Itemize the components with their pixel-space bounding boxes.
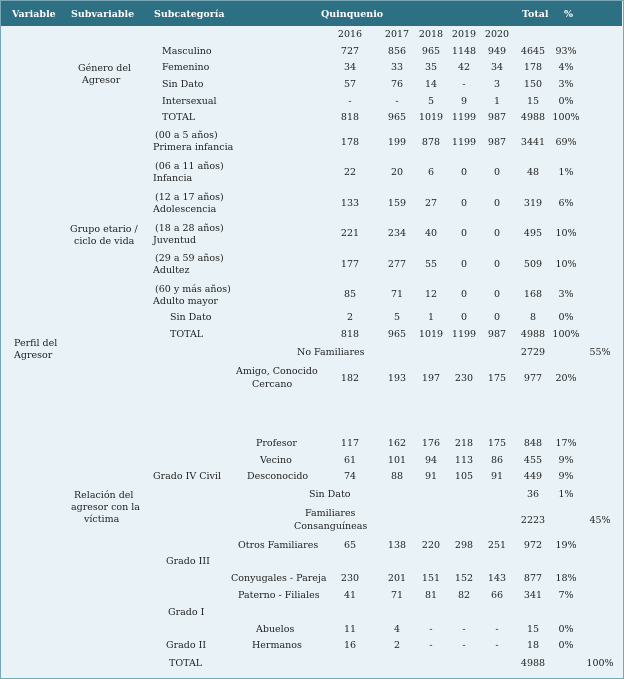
year-value-cell: - bbox=[395, 96, 399, 107]
subcategory-label: (18 a 28 años) bbox=[155, 223, 224, 234]
year-value-cell: 1199 bbox=[451, 329, 477, 340]
year-value-cell: 175 bbox=[487, 373, 507, 384]
subcategory-label: Sin Dato bbox=[162, 79, 204, 90]
total-cell: 848 bbox=[523, 438, 543, 449]
year-value-cell: 818 bbox=[340, 329, 360, 340]
year-value-cell: 987 bbox=[487, 329, 507, 340]
year-value-cell: 34 bbox=[343, 62, 357, 73]
year-value-cell: - bbox=[495, 640, 499, 651]
year-value-cell: 55 bbox=[424, 259, 438, 270]
year-value-cell: 82 bbox=[457, 590, 471, 601]
year-value-cell: 987 bbox=[487, 137, 507, 148]
table-header bbox=[1, 1, 622, 26]
percent-cell: 18% bbox=[555, 573, 577, 584]
year-value-cell: 88 bbox=[390, 471, 404, 482]
year-value-cell: 230 bbox=[454, 373, 474, 384]
percent-cell: 10% bbox=[555, 228, 577, 239]
year-value-cell: 251 bbox=[487, 540, 507, 551]
grado-label: Grado III bbox=[166, 556, 210, 567]
year-value-cell: 0 bbox=[493, 228, 501, 239]
year-value-cell: 3 bbox=[493, 79, 501, 90]
year-value-cell: 0 bbox=[460, 312, 468, 323]
year-value-cell: 220 bbox=[421, 540, 441, 551]
year-value-cell: 176 bbox=[421, 438, 441, 449]
percent-cell: 45% bbox=[589, 515, 611, 526]
total-cell: 2729 bbox=[520, 347, 546, 358]
subcategory-label: TOTAL bbox=[170, 329, 204, 340]
subvariable-label: Género del bbox=[78, 63, 131, 74]
subcategory-label: (00 a 5 años) bbox=[155, 130, 218, 141]
year-value-cell: 218 bbox=[454, 438, 474, 449]
year-value-cell: 1019 bbox=[418, 112, 444, 123]
year-value-cell: 5 bbox=[393, 312, 401, 323]
subcategory-label: Cercano bbox=[252, 379, 293, 390]
total-cell: 455 bbox=[523, 455, 543, 466]
year-value-cell: 987 bbox=[487, 112, 507, 123]
subcategory-label: Hermanos bbox=[252, 640, 302, 651]
percent-cell: 3% bbox=[558, 289, 574, 300]
subcategory-label: Femenino bbox=[162, 62, 210, 73]
total-cell: 36 bbox=[526, 489, 540, 500]
year-value-cell: 12 bbox=[424, 289, 438, 300]
header-variable: Variable bbox=[12, 9, 56, 20]
year-value-cell: 193 bbox=[387, 373, 407, 384]
total-cell: 15 bbox=[526, 624, 540, 635]
percent-cell: 55% bbox=[589, 347, 611, 358]
subcategory-label: TOTAL bbox=[162, 112, 196, 123]
subcategory-label: Intersexual bbox=[162, 96, 217, 107]
year-value-cell: - bbox=[348, 96, 352, 107]
year-value-cell: 66 bbox=[490, 590, 504, 601]
year-value-cell: - bbox=[429, 640, 433, 651]
grado-label: Grado IV Civil bbox=[153, 471, 221, 482]
total-cell: 4988 bbox=[520, 658, 546, 669]
percent-cell: 9% bbox=[558, 471, 574, 482]
total-cell: 168 bbox=[523, 289, 543, 300]
year-value-cell: 71 bbox=[390, 289, 404, 300]
year-value-cell: 16 bbox=[343, 640, 357, 651]
year-value-cell: 57 bbox=[343, 79, 357, 90]
year-value-cell: - bbox=[429, 624, 433, 635]
year-value-cell: 182 bbox=[340, 373, 360, 384]
subcategory-label: Conyugales - Pareja bbox=[231, 573, 327, 584]
percent-cell: 4% bbox=[558, 62, 574, 73]
year-value-cell: 818 bbox=[340, 112, 360, 123]
year-value-cell: - bbox=[462, 640, 466, 651]
total-cell: 4988 bbox=[520, 112, 546, 123]
year-value-cell: 949 bbox=[487, 46, 507, 57]
year-value-cell: 1199 bbox=[451, 137, 477, 148]
total-cell: 495 bbox=[523, 228, 543, 239]
year-value-cell: 133 bbox=[340, 198, 360, 209]
year-value-cell: 22 bbox=[343, 167, 357, 178]
year-value-cell: 14 bbox=[424, 79, 438, 90]
header-quinquenio: Quinquenio bbox=[321, 9, 384, 20]
percent-cell: 93% bbox=[555, 46, 577, 57]
year-value-cell: 277 bbox=[387, 259, 407, 270]
year-header: 2017 bbox=[384, 29, 410, 40]
percent-cell: 10% bbox=[555, 259, 577, 270]
subcategory-label: (60 y más años) bbox=[155, 284, 231, 295]
year-value-cell: 85 bbox=[343, 289, 357, 300]
year-value-cell: 20 bbox=[390, 167, 404, 178]
category-label: Sin Dato bbox=[309, 489, 351, 500]
header-subcategoria: Subcategoría bbox=[154, 9, 225, 20]
year-value-cell: 76 bbox=[390, 79, 404, 90]
year-value-cell: 74 bbox=[343, 471, 357, 482]
subcategory-label: TOTAL bbox=[169, 658, 203, 669]
total-cell: 341 bbox=[523, 590, 543, 601]
year-value-cell: 177 bbox=[340, 259, 360, 270]
year-value-cell: 113 bbox=[454, 455, 474, 466]
year-value-cell: 81 bbox=[424, 590, 438, 601]
year-value-cell: 0 bbox=[493, 289, 501, 300]
year-value-cell: 221 bbox=[340, 228, 360, 239]
year-value-cell: 42 bbox=[457, 62, 471, 73]
variable-label: Agresor bbox=[14, 350, 53, 361]
year-value-cell: 27 bbox=[424, 198, 438, 209]
subcategory-label: Primera infancia bbox=[153, 142, 234, 153]
total-cell: 18 bbox=[526, 640, 540, 651]
subcategory-label: Juventud bbox=[153, 235, 197, 246]
year-value-cell: 4 bbox=[393, 624, 401, 635]
total-cell: 150 bbox=[523, 79, 543, 90]
subvariable-label: ciclo de vida bbox=[74, 236, 135, 247]
year-value-cell: 0 bbox=[460, 259, 468, 270]
year-value-cell: 152 bbox=[454, 573, 474, 584]
percent-cell: 0% bbox=[558, 96, 574, 107]
year-value-cell: 91 bbox=[490, 471, 504, 482]
subcategory-label: Vecino bbox=[260, 455, 292, 466]
year-value-cell: 2 bbox=[346, 312, 354, 323]
year-value-cell: 94 bbox=[424, 455, 438, 466]
subcategory-label: Adulto mayor bbox=[153, 296, 218, 307]
year-value-cell: 9 bbox=[460, 96, 468, 107]
year-value-cell: 105 bbox=[454, 471, 474, 482]
year-header: 2018 bbox=[418, 29, 444, 40]
subcategory-label: Abuelos bbox=[256, 624, 295, 635]
year-value-cell: 0 bbox=[460, 198, 468, 209]
total-cell: 4988 bbox=[520, 329, 546, 340]
subcategory-label: Masculino bbox=[162, 46, 212, 57]
subcategory-label: Adultez bbox=[153, 265, 190, 276]
subcategory-label: (06 a 11 años) bbox=[155, 161, 224, 172]
subcategory-label: Infancia bbox=[153, 173, 193, 184]
subcategory-label: Sin Dato bbox=[170, 312, 212, 323]
year-value-cell: 1019 bbox=[418, 329, 444, 340]
year-value-cell: 33 bbox=[390, 62, 404, 73]
year-value-cell: 101 bbox=[387, 455, 407, 466]
percent-cell: 1% bbox=[558, 489, 574, 500]
percent-cell: 69% bbox=[555, 137, 577, 148]
subvariable-label: víctima bbox=[84, 514, 120, 525]
year-value-cell: 143 bbox=[487, 573, 507, 584]
percent-cell: 100% bbox=[552, 112, 580, 123]
year-value-cell: 965 bbox=[387, 329, 407, 340]
category-label: No Familiares bbox=[297, 347, 365, 358]
year-value-cell: 138 bbox=[387, 540, 407, 551]
year-value-cell: 234 bbox=[387, 228, 407, 239]
total-cell: 449 bbox=[523, 471, 543, 482]
subcategory-label: Adolescencia bbox=[153, 204, 217, 215]
percent-cell: 19% bbox=[555, 540, 577, 551]
subvariable-label: Relación del bbox=[74, 490, 134, 501]
total-cell: 977 bbox=[523, 373, 543, 384]
year-value-cell: 159 bbox=[387, 198, 407, 209]
year-value-cell: 0 bbox=[493, 259, 501, 270]
subvariable-label: agresor con la bbox=[71, 502, 140, 513]
total-cell: 509 bbox=[523, 259, 543, 270]
percent-cell: 3% bbox=[558, 79, 574, 90]
percent-cell: 20% bbox=[555, 373, 577, 384]
variable-label: Perfil del bbox=[14, 338, 58, 349]
year-value-cell: 1148 bbox=[451, 46, 477, 57]
header-total: Total bbox=[522, 9, 549, 20]
header-subvariable: Subvariable bbox=[71, 9, 135, 20]
year-value-cell: 71 bbox=[390, 590, 404, 601]
year-value-cell: 5 bbox=[427, 96, 435, 107]
year-value-cell: 298 bbox=[454, 540, 474, 551]
total-cell: 178 bbox=[523, 62, 543, 73]
year-value-cell: - bbox=[462, 624, 466, 635]
subcategory-label: Amigo, Conocido bbox=[236, 366, 318, 377]
year-value-cell: 34 bbox=[490, 62, 504, 73]
total-cell: 15 bbox=[526, 96, 540, 107]
year-value-cell: 199 bbox=[387, 137, 407, 148]
grado-label: Grado I bbox=[168, 607, 205, 618]
year-value-cell: - bbox=[462, 79, 466, 90]
subcategory-label: Profesor bbox=[256, 438, 297, 449]
year-value-cell: 1 bbox=[493, 96, 501, 107]
year-value-cell: 197 bbox=[421, 373, 441, 384]
year-value-cell: 0 bbox=[493, 167, 501, 178]
percent-cell: 0% bbox=[558, 640, 574, 651]
category-label: Familiares bbox=[305, 508, 356, 519]
year-value-cell: 35 bbox=[424, 62, 438, 73]
subcategory-label: Otros Familiares bbox=[238, 540, 319, 551]
category-label: Consanguíneas bbox=[294, 521, 368, 532]
percent-cell: 0% bbox=[558, 624, 574, 635]
year-value-cell: 86 bbox=[490, 455, 504, 466]
subvariable-label: Grupo etario / bbox=[70, 224, 138, 235]
total-cell: 48 bbox=[526, 167, 540, 178]
year-value-cell: 41 bbox=[343, 590, 357, 601]
total-cell: 877 bbox=[523, 573, 543, 584]
percent-cell: 17% bbox=[555, 438, 577, 449]
grado-label: Grado II bbox=[166, 640, 207, 651]
header-percent: % bbox=[564, 9, 574, 20]
year-value-cell: 878 bbox=[421, 137, 441, 148]
year-header: 2016 bbox=[337, 29, 363, 40]
total-cell: 319 bbox=[523, 198, 543, 209]
year-value-cell: 0 bbox=[493, 198, 501, 209]
year-value-cell: 965 bbox=[421, 46, 441, 57]
year-value-cell: 91 bbox=[424, 471, 438, 482]
year-value-cell: 175 bbox=[487, 438, 507, 449]
subcategory-label: Desconocido bbox=[247, 471, 309, 482]
subcategory-label: (12 a 17 años) bbox=[155, 192, 224, 203]
percent-cell: 1% bbox=[558, 167, 574, 178]
year-value-cell: 0 bbox=[493, 312, 501, 323]
year-value-cell: 40 bbox=[424, 228, 438, 239]
year-value-cell: 1 bbox=[427, 312, 435, 323]
year-value-cell: - bbox=[495, 624, 499, 635]
year-value-cell: 856 bbox=[387, 46, 407, 57]
year-value-cell: 151 bbox=[421, 573, 441, 584]
subvariable-label: Agresor bbox=[82, 75, 121, 86]
total-cell: 2223 bbox=[520, 515, 546, 526]
year-value-cell: 0 bbox=[460, 167, 468, 178]
year-value-cell: 6 bbox=[427, 167, 435, 178]
percent-cell: 100% bbox=[586, 658, 614, 669]
total-cell: 3441 bbox=[520, 137, 546, 148]
total-cell: 8 bbox=[529, 312, 537, 323]
percent-cell: 9% bbox=[558, 455, 574, 466]
percent-cell: 0% bbox=[558, 312, 574, 323]
subcategory-label: Paterno - Filiales bbox=[238, 590, 320, 601]
year-value-cell: 2 bbox=[393, 640, 401, 651]
year-value-cell: 727 bbox=[340, 46, 360, 57]
year-value-cell: 117 bbox=[340, 438, 360, 449]
year-header: 2020 bbox=[484, 29, 510, 40]
year-value-cell: 0 bbox=[460, 228, 468, 239]
year-value-cell: 61 bbox=[343, 455, 357, 466]
year-value-cell: 1199 bbox=[451, 112, 477, 123]
year-value-cell: 230 bbox=[340, 573, 360, 584]
year-value-cell: 965 bbox=[387, 112, 407, 123]
year-value-cell: 0 bbox=[460, 289, 468, 300]
percent-cell: 100% bbox=[552, 329, 580, 340]
year-header: 2019 bbox=[451, 29, 477, 40]
year-value-cell: 11 bbox=[343, 624, 357, 635]
percent-cell: 7% bbox=[558, 590, 574, 601]
total-cell: 4645 bbox=[520, 46, 546, 57]
percent-cell: 6% bbox=[558, 198, 574, 209]
total-cell: 972 bbox=[523, 540, 543, 551]
year-value-cell: 201 bbox=[387, 573, 407, 584]
year-value-cell: 65 bbox=[343, 540, 357, 551]
year-value-cell: 178 bbox=[340, 137, 360, 148]
subcategory-label: (29 a 59 años) bbox=[155, 253, 224, 264]
year-value-cell: 162 bbox=[387, 438, 407, 449]
